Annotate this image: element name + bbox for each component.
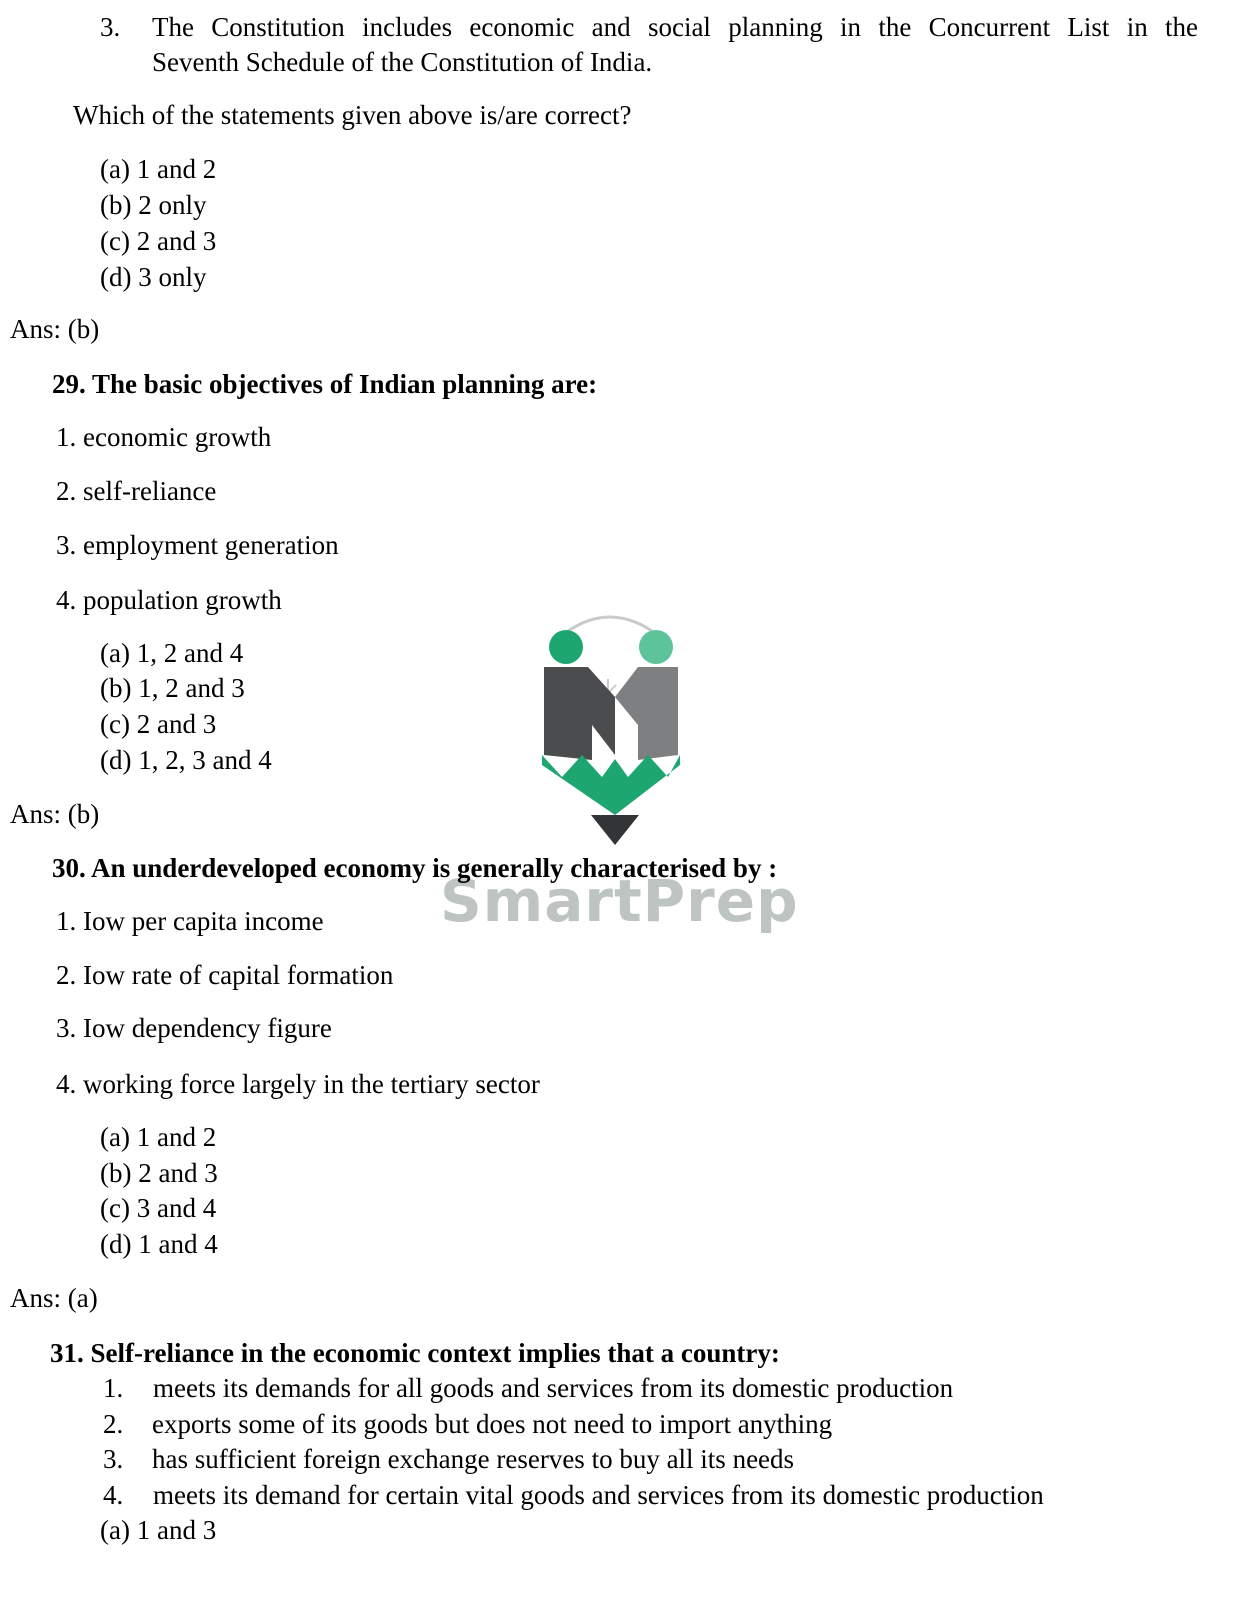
statement-text: The Constitution includes economic and social planning in the Concurrent List in the: [152, 12, 1198, 42]
statement-text: exports some of its goods but does not need to import anything: [152, 1409, 833, 1439]
question-title: 30. An underdeveloped economy is generally characterised by :: [52, 853, 778, 883]
statement-text-continued: Seventh Schedule of the Constitution of India.: [152, 47, 653, 77]
option: (d) 1 and 4: [100, 1229, 218, 1259]
statement-number: 3.: [103, 1444, 124, 1474]
answer: Ans: (b): [10, 799, 100, 829]
option: (c) 3 and 4: [100, 1193, 217, 1223]
statement: 1. economic growth: [56, 422, 272, 452]
option: (b) 2 only: [100, 190, 207, 220]
statement-text: has sufficient foreign exchange reserves to buy all its needs: [152, 1444, 795, 1474]
option: (c) 2 and 3: [100, 709, 217, 739]
smartprep-watermark: [440, 605, 799, 945]
statement: 3. Iow dependency figure: [56, 1013, 332, 1043]
question-title: 29. The basic objectives of Indian planning are:: [52, 369, 598, 399]
option: (a) 1 and 2: [100, 154, 217, 184]
statement-number: 1.: [103, 1373, 124, 1403]
statement-number: 3.: [100, 12, 121, 42]
option: (d) 1, 2, 3 and 4: [100, 745, 272, 775]
statement-number: 4.: [103, 1480, 124, 1510]
smartprep-pencil-logo-icon: [440, 605, 790, 865]
statement-text: meets its demands for all goods and services from its domestic production: [153, 1373, 954, 1403]
option: (a) 1, 2 and 4: [100, 638, 244, 668]
option: (d) 3 only: [100, 262, 207, 292]
statement-text: meets its demand for certain vital goods and services from its domestic production: [153, 1480, 1044, 1510]
watermark-text: SmartPrep: [440, 867, 799, 935]
statement: 4. population growth: [56, 585, 282, 615]
option: (c) 2 and 3: [100, 226, 217, 256]
statement: 3. employment generation: [56, 530, 339, 560]
answer: Ans: (b): [10, 314, 100, 344]
question-prompt: Which of the statements given above is/are correct?: [73, 100, 632, 130]
question-title: 31. Self-reliance in the economic context implies that a country:: [50, 1338, 780, 1368]
option: (a) 1 and 2: [100, 1122, 217, 1152]
answer: Ans: (a): [10, 1283, 98, 1313]
statement: 2. Iow rate of capital formation: [56, 960, 394, 990]
statement: 1. Iow per capita income: [56, 906, 324, 936]
statement: 2. self-reliance: [56, 476, 217, 506]
option: (b) 1, 2 and 3: [100, 673, 245, 703]
statement: 4. working force largely in the tertiary sector: [56, 1069, 540, 1099]
option: (a) 1 and 3: [100, 1515, 217, 1545]
option: (b) 2 and 3: [100, 1158, 218, 1188]
statement-number: 2.: [103, 1409, 124, 1439]
